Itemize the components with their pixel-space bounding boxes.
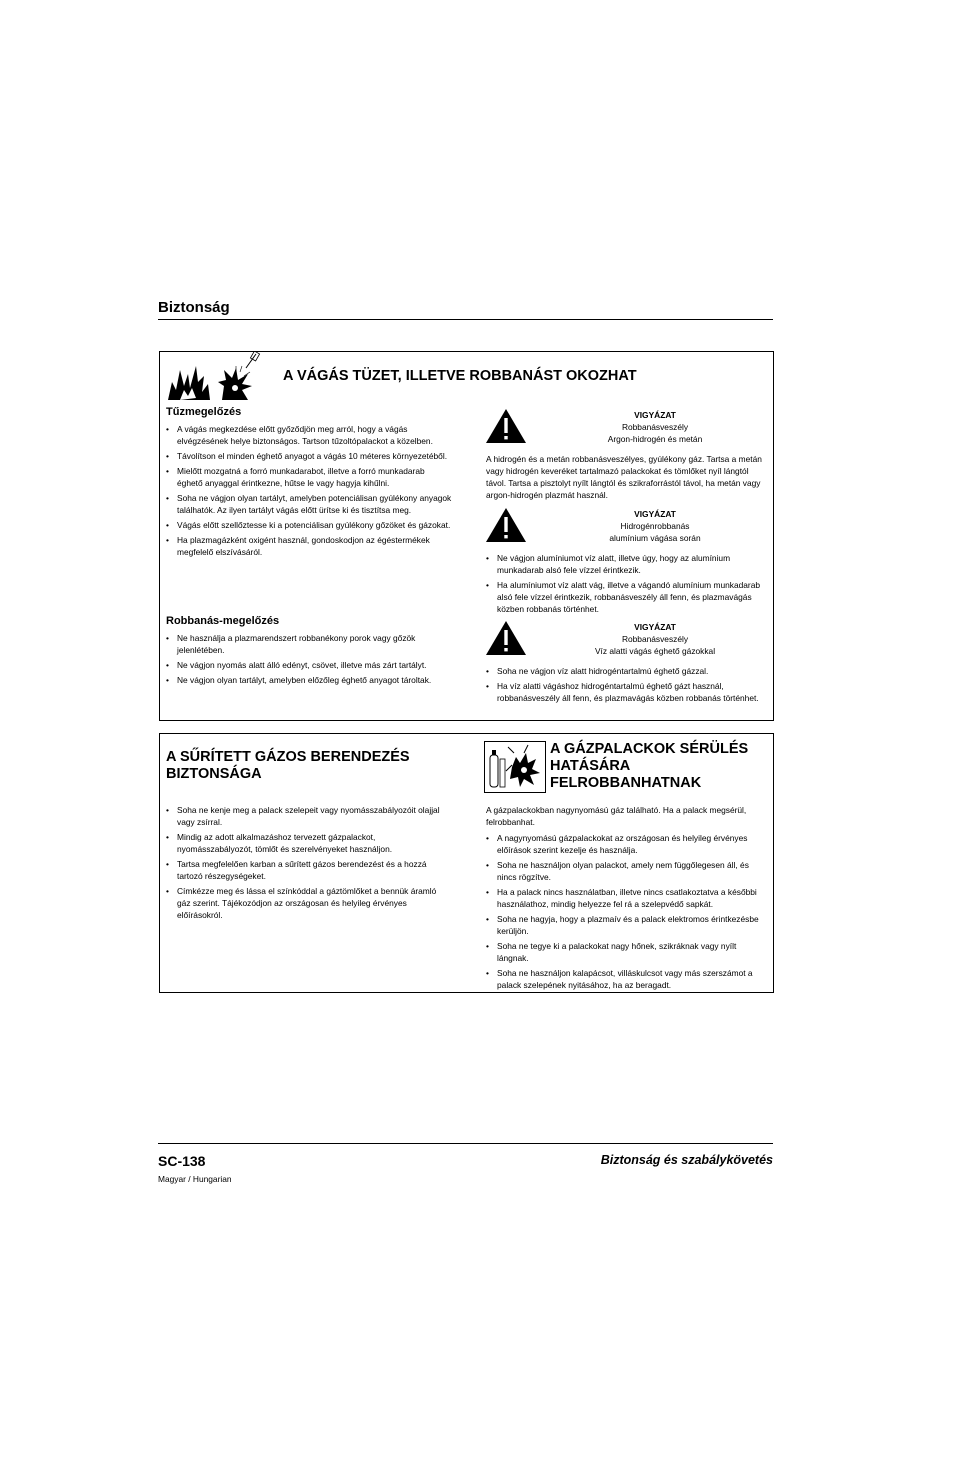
warning-title: VIGYÁZAT — [634, 410, 676, 420]
fire-explosion-icon — [166, 352, 266, 402]
warning-2 — [560, 508, 750, 544]
list-item: • Soha ne vágjon olyan tartályt, amelyben potenciálisan gyúlékony anyagok találhatók. Az ilyen tartályt vágás előtt ürítse ki és tisztítsa meg. — [166, 492, 452, 516]
fire-prevention-heading: Tűzmegelőzés — [166, 406, 242, 418]
list-item: • Mielőtt mozgatná a forró munkadarabot, illetve a forró munkadarab éghető anyaggal érintkezne, hűtse le vagy hagyja kihűlni. — [166, 465, 452, 489]
list-item: • Vágás előtt szellőztesse ki a potenciálisan gyúlékony gőzöket és gázokat. — [166, 519, 452, 531]
footer-language: Magyar / Hungarian — [158, 1174, 232, 1184]
warning-line: Víz alatti vágás éghető gázokkal — [594, 646, 716, 656]
fire-box-title: A VÁGÁS TÜZET, ILLETVE ROBBANÁST OKOZHAT — [283, 368, 637, 384]
warning-title: VIGYÁZAT — [634, 622, 676, 632]
list-item: • Soha ne kenje meg a palack szelepeit vagy nyomásszabályozóit olajjal vagy zsírral. — [166, 804, 452, 828]
list-item: • A vágás megkezdése előtt győződjön meg arról, hogy a vágás elvégzésének helye biztonságos. Tartson tűzoltópalackot a közelben. — [166, 423, 452, 447]
list-item: • Soha ne használjon kalapácsot, villáskulcsot vagy más szerszámot a palack szelepének nyitásához, ha az beragadt. — [486, 967, 768, 991]
warning-2-list — [486, 552, 766, 618]
cylinder-list — [486, 832, 768, 994]
cylinder-explosion-title — [550, 741, 765, 792]
list-item: • A nagynyomású gázpalackokat az országosan és helyileg érvényes előírások szerint kezelje és használja. — [486, 832, 768, 856]
list-item: • Ha plazmagázként oxigént használ, gondoskodjon az égéstermékek megfelelő elszívásáról. — [166, 534, 452, 558]
warning-1 — [560, 409, 750, 445]
warning-line: Hidrogénrobbanás — [620, 521, 690, 531]
warning-line: alumínium vágása során — [609, 533, 701, 543]
list-item: • Mindig az adott alkalmazáshoz tervezett gázpalackot, nyomásszabályozót, tömlőt és szerelvényeket használjon. — [166, 831, 452, 855]
header-rule — [158, 319, 773, 320]
footer-section-title: Biztonság és szabálykövetés — [600, 1153, 773, 1167]
list-item: • Ne vágjon olyan tartályt, amelyben előzőleg éghető anyagot tároltak. — [166, 674, 452, 686]
cylinder-title-line: FELROBBANHATNAK — [550, 775, 702, 791]
compressed-gas-title-line: BIZTONSÁGA — [166, 766, 262, 782]
list-item: • Ha a palack nincs használatban, illetve nincs csatlakoztatva a későbbi használathoz, mindig helyezze fel rá a szelepvédő sapkát. — [486, 886, 768, 910]
warning-3 — [560, 621, 750, 657]
list-item: • Soha ne vágjon víz alatt hidrogéntartalmú éghető gázzal. — [486, 665, 766, 677]
list-item: • Ne használja a plazmarendszert robbanékony porok vagy gőzök jelenlétében. — [166, 632, 452, 656]
warning-line: Robbanásveszély — [621, 422, 689, 432]
list-item: • Ne vágjon alumíniumot víz alatt, illetve úgy, hogy az alumínium munkadarab alsó fele vízzel érintkezik. — [486, 552, 766, 576]
warning-triangle-icon — [485, 620, 527, 656]
warning-title: VIGYÁZAT — [634, 509, 676, 519]
footer-rule — [158, 1143, 773, 1144]
exploding-cylinder-icon — [484, 741, 546, 793]
list-item: • Soha ne hagyja, hogy a plazmaív és a palack elektromos érintkezésbe kerüljön. — [486, 913, 768, 937]
cylinder-title-line: HATÁSÁRA — [550, 758, 631, 774]
compressed-gas-title — [166, 749, 456, 783]
warning-line: Argon-hidrogén és metán — [607, 434, 703, 444]
warning-1-text: A hidrogén és a metán robbanásveszélyes, gyúlékony gáz. Tartsa a metán vagy hidrogén keveréket tartalmazó palackokat és tömlőket nyíl lángtól távol. Tartsa a pisztolyt nyílt lángtól és szikraforrástól távol, ha metán vagy argon-hidrogén plazmát használ. — [486, 454, 762, 500]
list-item: • Soha ne tegye ki a palackokat nagy hőnek, szikráknak vagy nyílt lángnak. — [486, 940, 768, 964]
list-item: • Ha alumíniumot víz alatt vág, illetve a vágandó alumínium munkadarab alsó fele vízzel érintkezik, robbanásveszély áll fenn, és plazmavágás közben robbanás történhet. — [486, 579, 766, 615]
cylinder-title-line: A GÁZPALACKOK SÉRÜLÉS — [550, 741, 749, 757]
list-item: • Ha víz alatti vágáshoz hidrogéntartalmú éghető gázt használ, robbanásveszély áll fenn, és plazmavágás közben robbanás történhet. — [486, 680, 766, 704]
cylinder-intro-text: A gázpalackokban nagynyomású gáz található. Ha a palack megsérül, felrobbanhat. — [486, 805, 747, 827]
list-item: • Tartsa megfelelően karban a sűrített gázos berendezést és a hozzá tartozó részegységeket. — [166, 858, 452, 882]
warning-triangle-icon — [485, 408, 527, 444]
compressed-gas-title-line: A SŰRÍTETT GÁZOS BERENDEZÉS — [166, 749, 410, 765]
list-item: • Ne vágjon nyomás alatt álló edényt, csövet, illetve más zárt tartályt. — [166, 659, 452, 671]
compressed-gas-list — [166, 804, 452, 924]
warning-triangle-icon — [485, 507, 527, 543]
explosion-prevention-list — [166, 632, 452, 689]
page-number: SC-138 — [158, 1153, 206, 1169]
list-item: • Távolítson el minden éghető anyagot a vágás 10 méteres környezetéből. — [166, 450, 452, 462]
warning-3-list — [486, 665, 766, 707]
explosion-prevention-heading: Robbanás-megelőzés — [166, 615, 280, 627]
fire-prevention-list — [166, 423, 452, 561]
warning-line: Robbanásveszély — [621, 634, 689, 644]
page-section-title: Biztonság — [158, 299, 230, 316]
list-item: • Soha ne használjon olyan palackot, amely nem függőlegesen áll, és nincs rögzítve. — [486, 859, 768, 883]
list-item: • Címkézze meg és lássa el színkóddal a gáztömlőket a bennük áramló gáz szerint. Tájékozódjon az országosan és helyileg érvényes előírásokról. — [166, 885, 452, 921]
